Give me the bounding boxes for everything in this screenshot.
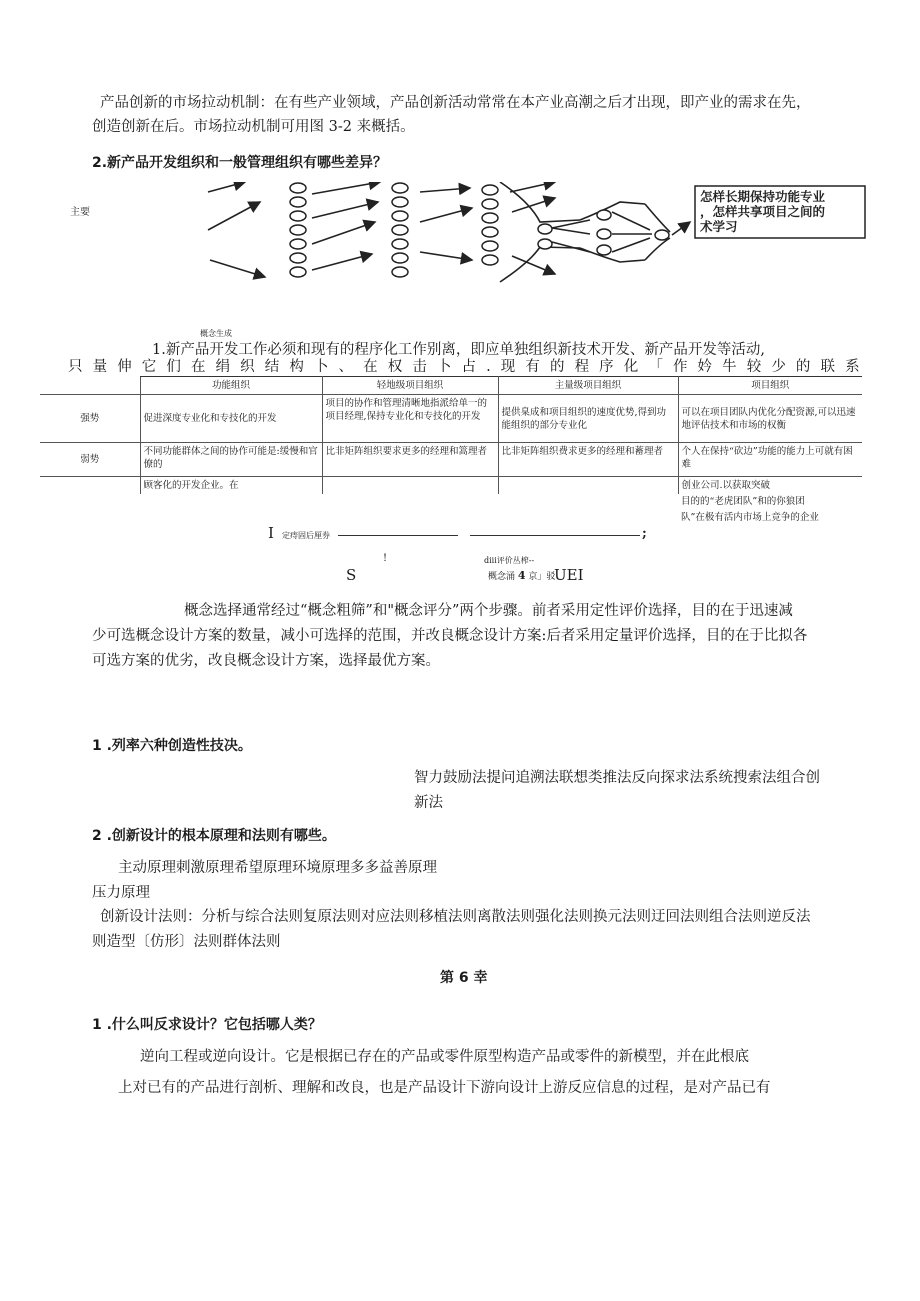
garbled-glyph: 妗 bbox=[697, 359, 713, 375]
garbled-glyph: 卜 bbox=[313, 359, 329, 375]
table-cell: 不同功能群体之间的协作可能是:缓慢和官僚的 bbox=[140, 443, 322, 477]
flow-s-mark: S bbox=[346, 566, 357, 584]
flow-eval-label: diii评价丛榨-- bbox=[484, 556, 535, 565]
garbled-glyph: 化 bbox=[623, 359, 639, 375]
garbled-glyph: 系 bbox=[845, 359, 860, 375]
figure-callout-line-2: ，怎样共享项目之间的 bbox=[700, 204, 826, 219]
table-cell bbox=[498, 477, 678, 495]
garbled-glyph: 占 bbox=[461, 359, 476, 375]
garbled-glyph: 量 bbox=[92, 359, 108, 375]
garbled-text-line bbox=[68, 356, 860, 378]
table-cell: 比非矩阵组织要求更多的经理和篙理者 bbox=[322, 443, 498, 477]
garbled-glyph: 卜 bbox=[436, 359, 452, 375]
figure-callout bbox=[700, 189, 825, 234]
garbled-glyph: 联 bbox=[820, 359, 836, 375]
garbled-glyph: 权 bbox=[387, 359, 403, 375]
table-row-label bbox=[40, 477, 140, 495]
flow-right-end: ; bbox=[642, 526, 647, 541]
garbled-glyph: 现 bbox=[500, 359, 516, 375]
flow-concept-label bbox=[488, 569, 555, 582]
garbled-glyph: 「 bbox=[648, 359, 663, 375]
garbled-glyph: 们 bbox=[166, 359, 181, 375]
table-cell: 比非矩阵组织费求更多的经理和蓄理者 bbox=[498, 443, 678, 477]
garbled-glyph: 较 bbox=[746, 359, 762, 375]
garbled-glyph: 织 bbox=[240, 359, 255, 375]
garbled-glyph: 构 bbox=[289, 359, 304, 375]
answer-six-methods-line-2: 新法 bbox=[414, 795, 443, 811]
table-header-cell: 主量级项目组织 bbox=[498, 377, 678, 395]
table-overflow-line-2: 队”在极有活内市场上竞争的企业 bbox=[681, 512, 819, 523]
flow-left-mark: I bbox=[268, 524, 274, 542]
flow-line-right bbox=[470, 535, 640, 536]
flow-left-label: 定痔固后厘券 bbox=[282, 531, 330, 540]
table-overflow-line-1: 目的的“老虎团队”和的你狼团 bbox=[681, 496, 805, 507]
answer-principles-line-2: 压力原理 bbox=[92, 885, 150, 901]
table-cell: 顾客化的开发企业。在 bbox=[140, 477, 322, 495]
concept-para-line-2: 少可选概念设计方案的数量，减小可选择的范围，并改良概念设计方案:后者采用定量评价选择，目的在于比拟各 bbox=[92, 628, 808, 644]
table-row-label: 弱势 bbox=[40, 443, 140, 477]
table-cell: 项目的协作和管理清晰地指派给单一的项目经理,保持专业化和专技化的开发 bbox=[322, 395, 498, 443]
table-row bbox=[40, 443, 862, 477]
flow-concept-tail: 京」驳 bbox=[528, 572, 556, 582]
question-2-heading: 2.新产品开发组织和一般管理组织有哪些差异？ bbox=[92, 155, 388, 171]
garbled-glyph: 只 bbox=[68, 359, 83, 375]
garbled-glyph: 在 bbox=[190, 359, 206, 375]
figure-side-label: 主要 bbox=[70, 207, 90, 218]
table-cell: 创业公司.以获取突破 bbox=[678, 477, 862, 495]
table-row bbox=[40, 477, 862, 495]
question-six-methods: 1 .列率六种创造性技决。 bbox=[92, 738, 252, 754]
garbled-glyph: . bbox=[486, 359, 491, 375]
table-cell: 提供臬成和项目组织的速度优势,得到功能组织的部分专业化 bbox=[498, 395, 678, 443]
table-cell: 可以在项目团队内优化分配资源,可以迅速地评估技术和市场的权衡 bbox=[678, 395, 862, 443]
garbled-glyph: 的 bbox=[549, 359, 565, 375]
flow-exclamation: ! bbox=[383, 553, 388, 564]
garbled-glyph: 牛 bbox=[722, 359, 737, 375]
garbled-glyph: 作 bbox=[672, 359, 688, 375]
garbled-glyph: 结 bbox=[264, 359, 280, 375]
garbled-glyph: 序 bbox=[599, 359, 614, 375]
table-overflow-text bbox=[681, 494, 819, 526]
table-cell: 促进深度专业化和专技化的开发 bbox=[140, 395, 322, 443]
flow-uei-mark: UEI bbox=[554, 566, 584, 584]
figure-caption-small: 概念生成 bbox=[200, 329, 232, 338]
answer-principles-line-4: 则造型〔仿形〕法则群体法则 bbox=[92, 934, 281, 950]
garbled-glyph: 少 bbox=[771, 359, 786, 375]
market-pull-line-2: 创造创新在后。市场拉动机制可用图 3-2 来概括。 bbox=[92, 119, 415, 135]
chapter-title: 第 6 幸 bbox=[440, 970, 488, 986]
table-cell: 个人在保持“砍边”功能的能力上可就有困难 bbox=[678, 443, 862, 477]
answer-six-methods-line-1: 智力鼓励法提问追溯法联想类推法反向探求法系统搜索法组合创 bbox=[414, 770, 820, 786]
table-row bbox=[40, 395, 862, 443]
garbled-glyph: 程 bbox=[574, 359, 590, 375]
table-header-cell: 项目组织 bbox=[678, 377, 862, 395]
concept-para-line-1: 概念选择通常经过“概念粗筛”和"概念评分”两个步骤。前者采用定性评价选择，目的在于迅速减 bbox=[184, 603, 793, 619]
answer-principles-line-1: 主动原理刺激原理希望原理环境原理多多益善原理 bbox=[118, 860, 437, 876]
question-principles: 2 .创新设计的根本原理和法则有哪些。 bbox=[92, 828, 336, 844]
answer-reverse-line-2: 上对已有的产品进行剖析、理解和改良，也是产品设计下游向设计上游反应信息的过程，是对产品已有 bbox=[118, 1080, 771, 1096]
table-header-cell: 轻地级项目组织 bbox=[322, 377, 498, 395]
garbled-glyph: 伸 bbox=[117, 359, 132, 375]
flow-concept-number: 4 bbox=[517, 569, 526, 582]
market-pull-line-1: 产品创新的市场拉动机制：在有些产业领域，产品创新活动常常在本产业高潮之后才出现，即产业的需求在先， bbox=[100, 95, 811, 111]
table-header-cell: 功能组织 bbox=[140, 377, 322, 395]
organization-comparison-table bbox=[40, 376, 862, 494]
garbled-glyph: 在 bbox=[363, 359, 378, 375]
garbled-glyph: 有 bbox=[525, 359, 540, 375]
table-header-row bbox=[40, 377, 862, 395]
table-header-blank bbox=[40, 377, 140, 395]
answer-reverse-line-1: 逆向工程或逆向设计。它是根据已存在的产品或零件原型构造产品或零件的新模型，并在此根底 bbox=[140, 1049, 749, 1065]
flow-line-left bbox=[338, 535, 458, 536]
garbled-glyph: 绢 bbox=[215, 359, 231, 375]
garbled-glyph: 、 bbox=[338, 359, 354, 375]
garbled-glyph: 的 bbox=[795, 359, 811, 375]
garbled-glyph: 击 bbox=[412, 359, 427, 375]
table-row-label: 强势 bbox=[40, 395, 140, 443]
concept-para-line-3: 可选方案的优劣，改良概念设计方案，选择最优方案。 bbox=[92, 653, 440, 669]
figure-callout-line-1: 怎样长期保持功能专业 bbox=[700, 189, 826, 204]
answer-principles-line-3: 创新设计法则：分析与综合法则复原法则对应法则移植法则离散法则强化法则换元法则迂回法则组合法则逆反法 bbox=[100, 909, 811, 925]
table-cell bbox=[322, 477, 498, 495]
question-reverse-design: 1 .什么叫反求设计？它包括哪人类？ bbox=[92, 1017, 322, 1033]
answer-1-line: 1.新产品开发工作必须和现有的程序化工作别离，即应单独组织新技术开发、新产品开发等活动, bbox=[152, 342, 765, 358]
flow-concept-text: 概念涌 bbox=[488, 572, 516, 582]
figure-callout-line-3: 术学习 bbox=[700, 219, 738, 234]
garbled-glyph: 它 bbox=[141, 359, 157, 375]
